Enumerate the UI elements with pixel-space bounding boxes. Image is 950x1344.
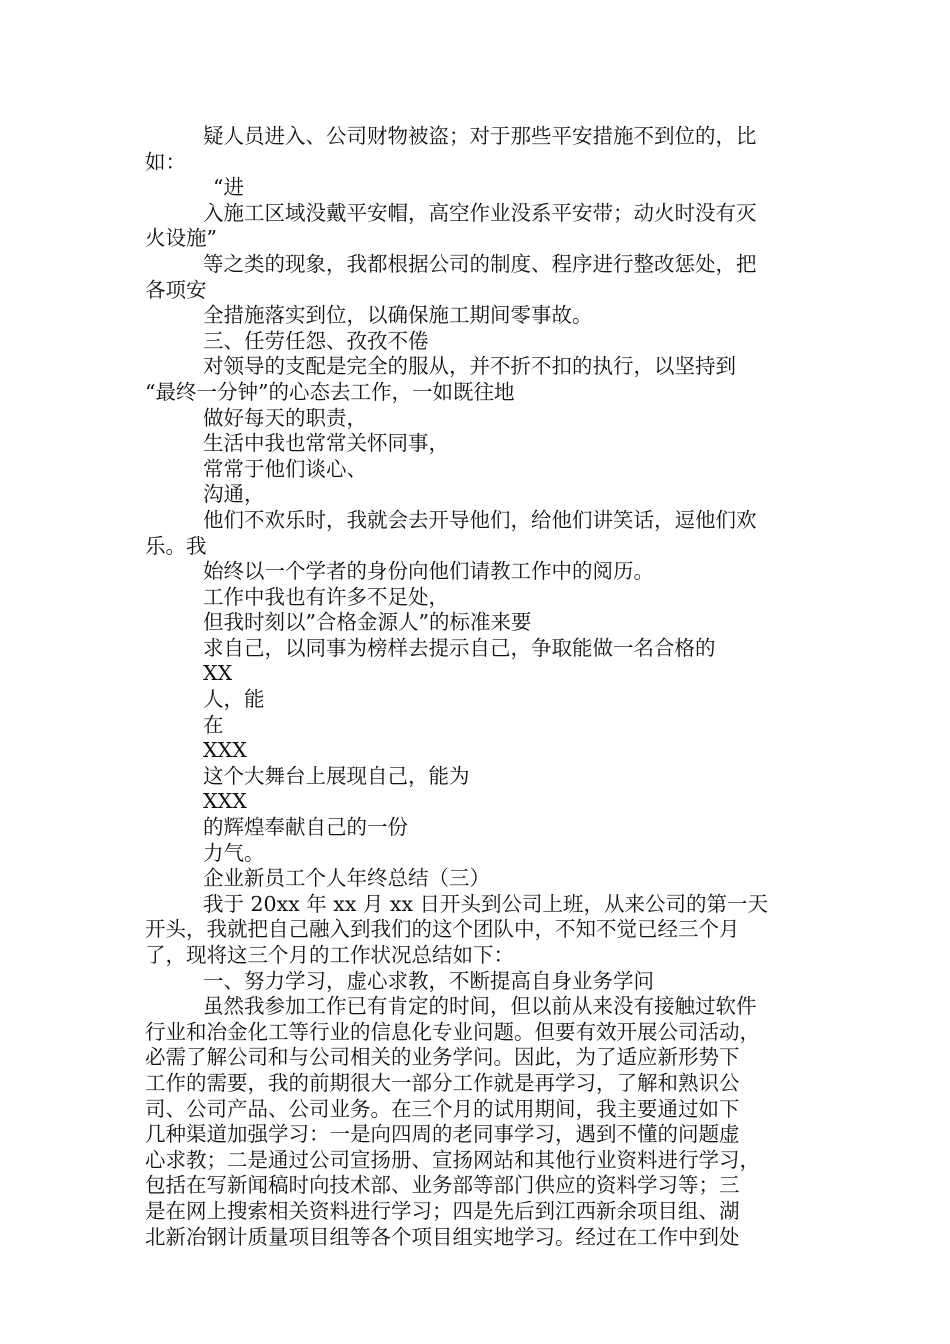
text-line: 力气。 (203, 840, 265, 865)
text-line: 包括在写新闻稿时向技术部、业务部等部门供应的资料学习等；三 (145, 1173, 740, 1198)
text-line: 行业和冶金化工等行业的信息化专业问题。但要有效开展公司活动， (145, 1019, 760, 1044)
text-line: 三、任劳任怨、孜孜不倦 (203, 328, 429, 353)
text-line: 生活中我也常常关怀同事， (203, 431, 449, 456)
text-line: 工作的需要，我的前期很大一部分工作就是再学习，了解和熟识公 (145, 1070, 740, 1095)
text-line: 等之类的现象，我都根据公司的制度、程序进行整改惩处，把 (203, 251, 757, 276)
text-line: 他们不欢乐时，我就会去开导他们，给他们讲笑话，逗他们欢 (203, 507, 757, 532)
text-line: 开头，我就把自己融入到我们的这个团队中，不知不觉已经三个月 (145, 917, 740, 942)
text-line: 乐。我 (145, 533, 207, 558)
text-line: 这个大舞台上展现自己，能为 (203, 763, 470, 788)
document-body (145, 124, 815, 1250)
text-line: 始终以一个学者的身份向他们请教工作中的阅历。 (203, 559, 654, 584)
text-line: 火设施” (145, 226, 217, 251)
text-line: 各项安 (145, 277, 207, 302)
text-line: 做好每天的职责， (203, 405, 367, 430)
text-line: 常常于他们谈心、 (203, 456, 367, 481)
text-line: 工作中我也有许多不足处， (203, 584, 449, 609)
text-line: 疑人员进入、公司财物被盗；对于那些平安措施不到位的，比 (203, 124, 757, 148)
text-line: 司、公司产品、公司业务。在三个月的试用期间，我主要通过如下 (145, 1096, 740, 1121)
text-line: 心求教；二是通过公司宣扬册、宣扬网站和其他行业资料进行学习， (145, 1147, 760, 1172)
text-line: XXX (203, 738, 247, 763)
text-line: 但我时刻以”合格金源人”的标准来要 (203, 610, 532, 635)
text-line: XX (203, 661, 233, 686)
text-line: 了，现将这三个月的工作状况总结如下： (145, 943, 514, 967)
text-line: 一、努力学习，虚心求教，不断提高自身业务学问 (203, 968, 654, 993)
text-line: 北新冶钢计质量项目组等各个项目组实地学习。经过在工作中到处 (145, 1224, 740, 1249)
text-line: 企业新员工个人年终总结（三） (203, 866, 490, 891)
text-line: 入施工区域没戴平安帽，高空作业没系平安带；动火时没有灭 (203, 200, 757, 225)
text-line: 如： (145, 149, 186, 174)
text-line: 在 (203, 712, 224, 737)
text-line: 沟通， (203, 482, 265, 507)
text-line: 虽然我参加工作已有肯定的时间，但以前从来没有接触过软件 (203, 994, 757, 1019)
text-line: 必需了解公司和与公司相关的业务学问。因此，为了适应新形势下 (145, 1045, 740, 1070)
text-line: 对领导的支配是完全的服从，并不折不扣的执行，以坚持到 (203, 354, 736, 379)
text-line: “进 (213, 175, 244, 200)
text-line: 是在网上搜索相关资料进行学习；四是先后到江西新余项目组、湖 (145, 1198, 740, 1223)
text-line: 几种渠道加强学习：一是向四周的老同事学习，遇到不懂的问题虚 (145, 1122, 740, 1147)
text-line: 人，能 (203, 687, 265, 712)
text-line: 求自己，以同事为榜样去提示自己，争取能做一名合格的 (203, 635, 716, 660)
text-line: 我于 20xx 年 xx 月 xx 日开头到公司上班，从来公司的第一天 (203, 891, 769, 916)
text-line: 的辉煌奉献自己的一份 (203, 815, 408, 840)
text-line: 全措施落实到位，以确保施工期间零事故。 (203, 303, 593, 328)
text-line: “最终一分钟”的心态去工作，一如既往地 (145, 379, 515, 404)
text-line: XXX (203, 789, 247, 814)
